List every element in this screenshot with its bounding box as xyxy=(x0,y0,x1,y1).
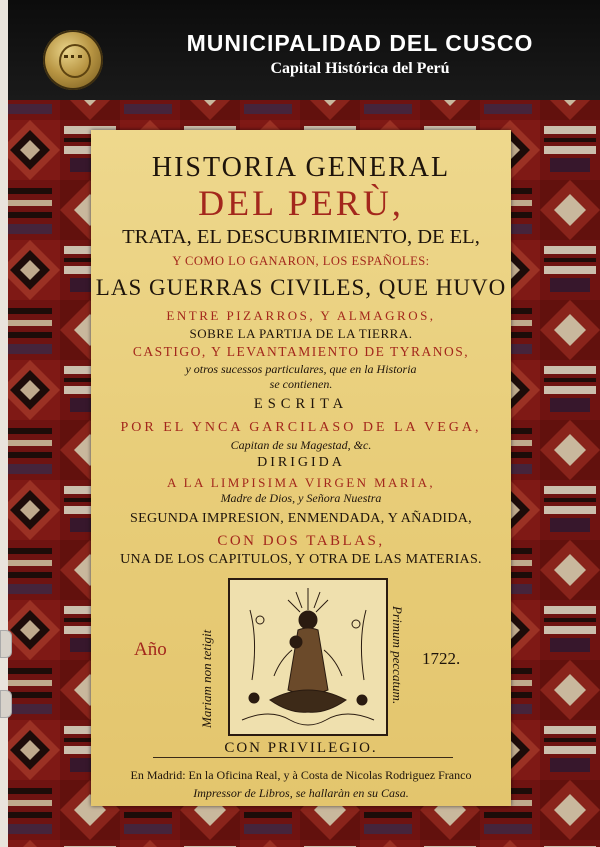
dedication-subline: Madre de Dios, y Señora Nuestra xyxy=(220,491,382,505)
year-label: Año xyxy=(134,639,167,660)
motto-right: Primum peccatum. xyxy=(390,606,405,705)
tables-detail-line: UNA DE LOS CAPITULOS, Y OTRA DE LAS MATERIAS. xyxy=(120,552,482,567)
imprint-divider xyxy=(153,757,453,758)
binder-hole xyxy=(0,630,12,658)
privilege-line: CON PRIVILEGIO. xyxy=(224,740,378,756)
municipality-header xyxy=(0,0,600,100)
subtitle-line-3: TRATA, EL DESCUBRIMIENTO, DE EL, xyxy=(122,226,480,248)
header-subtitle: Capital Histórica del Perú xyxy=(270,60,450,77)
author-title-line: Capitan de su Magestad, &c. xyxy=(230,438,372,452)
sun-seal-icon xyxy=(43,30,103,90)
edition-line: SEGUNDA IMPRESION, ENMENDADA, Y AÑADIDA, xyxy=(130,511,472,526)
tables-line: CON DOS TABLAS, xyxy=(217,533,385,549)
motto-left-container xyxy=(199,608,213,728)
title-line-1: HISTORIA GENERAL xyxy=(151,152,451,183)
binder-hole xyxy=(0,690,12,718)
year-value: 1722. xyxy=(422,649,461,668)
title-line-2: DEL PERÙ, xyxy=(198,183,404,223)
author-line: POR EL YNCA GARCILASO DE LA VEGA, xyxy=(120,420,482,435)
imprint-line-1: En Madrid: En la Oficina Real, y à Costa de Nicolas Rodriguez Franco xyxy=(130,768,472,782)
subtitle-line-7: SOBRE LA PARTIJA DE LA TIERRA. xyxy=(189,326,413,341)
header-title: MUNICIPALIDAD DEL CUSCO xyxy=(186,30,534,56)
subtitle-line-10: se contienen. xyxy=(269,377,333,391)
subtitle-line-6: ENTRE PIZARROS, Y ALMAGROS, xyxy=(166,308,436,323)
binding-edge xyxy=(0,0,8,847)
motto-right-container xyxy=(391,606,405,736)
dirigida-heading: DIRIGIDA xyxy=(257,455,345,470)
title-page xyxy=(91,130,511,806)
motto-left: Mariam non tetigit xyxy=(199,629,214,728)
imprint-line-2: Impressor de Libros, se hallaràn en su Casa. xyxy=(193,786,409,800)
escrita-heading: ESCRITA xyxy=(253,396,349,412)
subtitle-line-4: Y COMO LO GANARON, LOS ESPAÑOLES: xyxy=(172,254,430,268)
dedication-line: A LA LIMPISIMA VIRGEN MARIA, xyxy=(166,475,436,490)
subtitle-line-8: CASTIGO, Y LEVANTAMIENTO DE TYRANOS, xyxy=(132,344,470,359)
subtitle-line-5: LAS GUERRAS CIVILES, QUE HUVO xyxy=(95,275,507,300)
subtitle-line-9: y otros sucessos particulares, que en la Historia xyxy=(185,362,417,376)
virgin-mary-woodcut xyxy=(228,578,388,736)
